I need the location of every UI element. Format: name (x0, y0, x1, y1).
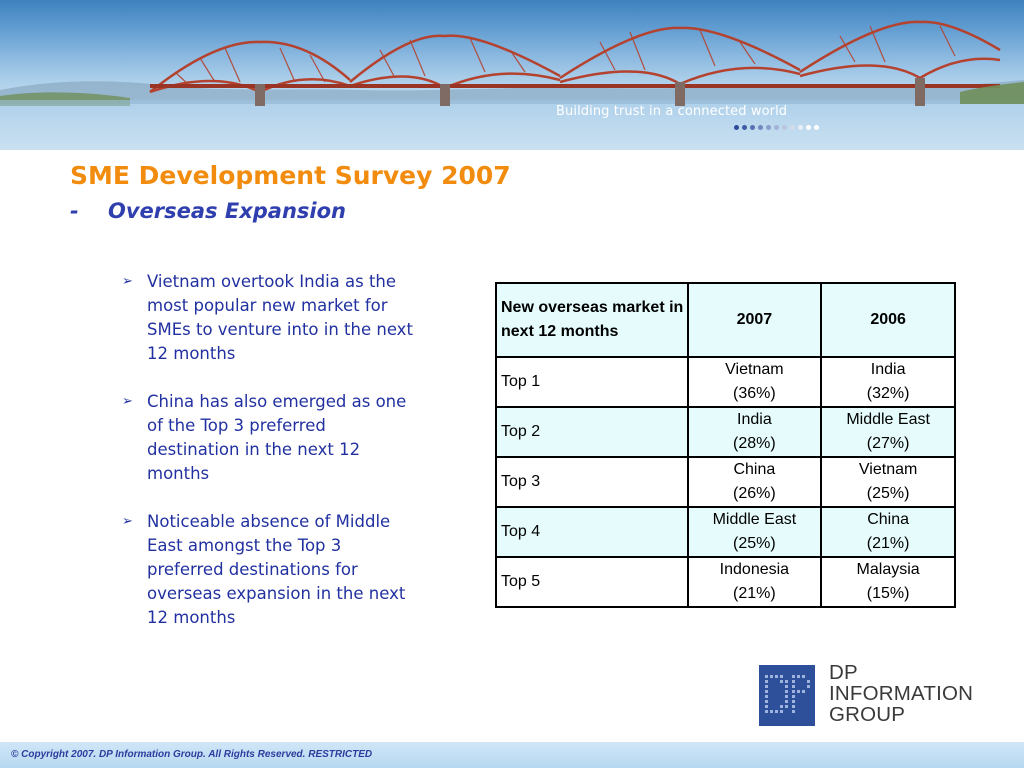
decorative-dot (814, 125, 819, 130)
logo-line-1: DP (829, 661, 858, 684)
decorative-dot (774, 125, 779, 130)
rank-label: Top 4 (496, 507, 688, 557)
country-name: India (737, 411, 772, 428)
cell-2007 (688, 407, 822, 457)
decorative-dot (766, 125, 771, 130)
cell-2007 (688, 557, 822, 607)
dp-logo-mark (759, 665, 815, 726)
arrow-bullet-icon: ➢ (122, 274, 133, 289)
slide-subtitle (70, 199, 346, 223)
table-row (496, 407, 955, 457)
cell-2007 (688, 507, 822, 557)
cell-2007 (688, 457, 822, 507)
subtitle-text: Overseas Expansion (108, 199, 346, 223)
company-logo-text (829, 662, 973, 725)
table-header-market: New overseas market in next 12 months (496, 283, 688, 357)
country-percent: (32%) (866, 385, 910, 402)
country-percent: (26%) (733, 485, 776, 502)
table-row (496, 357, 955, 407)
arrow-bullet-icon: ➢ (122, 514, 133, 529)
bullet-text: Vietnam overtook India as the most popular new market for SMEs to venture into in the next 12 months (147, 272, 413, 363)
bullet-list (118, 270, 413, 654)
country-name: China (733, 461, 776, 478)
bullet-item (118, 270, 413, 366)
bullet-item (118, 390, 413, 486)
table-header-2006: 2006 (821, 283, 955, 357)
country-percent: (25%) (733, 535, 776, 552)
subtitle-dash: - (70, 199, 79, 223)
table-row (496, 557, 955, 607)
table-row (496, 507, 955, 557)
slide-title: SME Development Survey 2007 (70, 161, 511, 190)
footer-bar (0, 742, 1024, 768)
country-name: China (867, 511, 910, 528)
cell-2006 (821, 357, 955, 407)
logo-line-3: GROUP (829, 703, 906, 726)
country-percent: (28%) (733, 435, 776, 452)
table-row (496, 457, 955, 507)
table-header-row (496, 283, 955, 357)
country-name: Middle East (846, 411, 930, 428)
cell-2006 (821, 457, 955, 507)
tagline: Building trust in a connected world (556, 104, 788, 119)
country-percent: (15%) (866, 585, 910, 602)
decorative-dot (790, 125, 795, 130)
decorative-dot (806, 125, 811, 130)
bullet-item (118, 510, 413, 630)
rank-label: Top 1 (496, 357, 688, 407)
country-name: Indonesia (719, 561, 790, 578)
country-percent: (21%) (866, 535, 910, 552)
survey-table (495, 282, 956, 608)
country-percent: (27%) (866, 435, 910, 452)
decorative-dot (782, 125, 787, 130)
cell-2006 (821, 557, 955, 607)
bullet-text: China has also emerged as one of the Top 3 preferred destination in the next 12 months (147, 392, 407, 483)
rank-label: Top 2 (496, 407, 688, 457)
decorative-dots (734, 125, 819, 130)
bullet-text: Noticeable absence of Middle East amongst the Top 3 preferred destinations for overseas expansion in the next 12 months (147, 512, 406, 627)
country-percent: (36%) (733, 385, 776, 402)
cell-2007 (688, 357, 822, 407)
cell-2006 (821, 507, 955, 557)
rank-label: Top 5 (496, 557, 688, 607)
rank-label: Top 3 (496, 457, 688, 507)
country-name: Vietnam (858, 461, 918, 478)
dp-logo-icon (759, 665, 815, 726)
country-name: Middle East (712, 511, 797, 528)
arrow-bullet-icon: ➢ (122, 394, 133, 409)
cell-2006 (821, 407, 955, 457)
decorative-dot (750, 125, 755, 130)
decorative-dot (758, 125, 763, 130)
country-name: Malaysia (856, 561, 920, 578)
country-name: Vietnam (725, 361, 784, 378)
header-banner (0, 0, 1024, 150)
copyright-text: © Copyright 2007. DP Information Group. All Rights Reserved. RESTRICTED (11, 749, 373, 760)
table-header-2007: 2007 (688, 283, 822, 357)
decorative-dot (734, 125, 739, 130)
decorative-dot (798, 125, 803, 130)
decorative-dot (742, 125, 747, 130)
country-percent: (21%) (733, 585, 776, 602)
country-percent: (25%) (866, 485, 910, 502)
country-name: India (870, 361, 906, 378)
bridge-banner-image (0, 0, 1024, 150)
logo-line-2: INFORMATION (829, 682, 974, 705)
